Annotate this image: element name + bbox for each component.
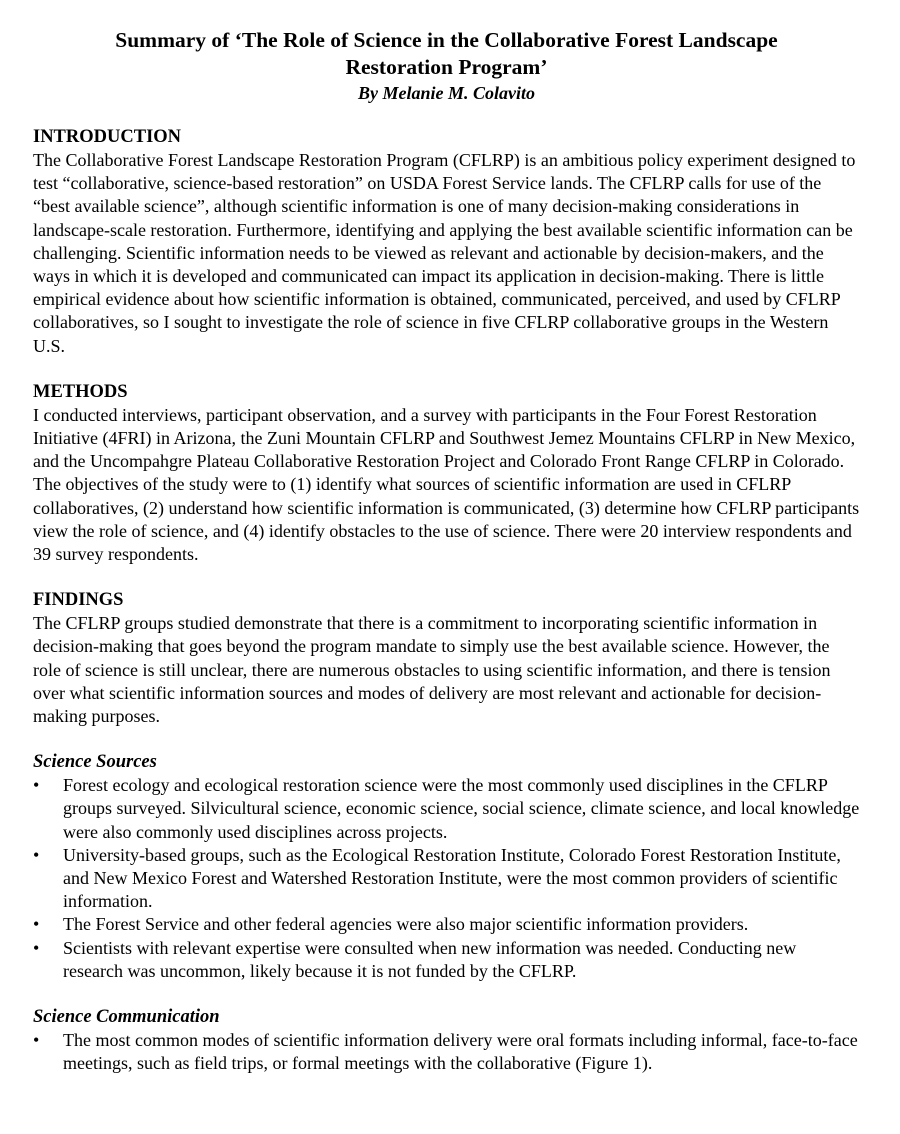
- section-findings: [33, 589, 860, 728]
- list-item: [33, 913, 860, 936]
- subsection-science-sources: [33, 751, 860, 983]
- list-item: [33, 844, 860, 914]
- list-item-text: Scientists with relevant expertise were consulted when new information was needed. Conducting new research was uncommon, likely because it is not funded by the CFLRP.: [63, 937, 797, 981]
- document-title: [33, 27, 860, 81]
- list-item-text: University-based groups, such as the Ecological Restoration Institute, Colorado Forest Restoration Institute, and New Mexico Forest and Watershed Restoration Institute, were the most common providers of scientific information.: [63, 844, 841, 912]
- document-header: [33, 27, 860, 105]
- bullet-icon: •: [33, 775, 40, 796]
- section-heading-introduction: INTRODUCTION: [33, 127, 182, 147]
- bullet-icon: •: [33, 1030, 40, 1051]
- bullet-icon: •: [33, 844, 40, 865]
- title-line-2: Restoration Program’: [345, 55, 548, 79]
- section-heading-findings: FINDINGS: [33, 590, 124, 611]
- list-item: [33, 774, 860, 844]
- list-item-text: The most common modes of scientific information delivery were oral formats including informal, face-to-face meetings, such as field trips, or formal meetings with the collaborative (Figure 1).: [63, 1030, 858, 1074]
- list-item: [33, 937, 860, 983]
- subsection-science-communication: [33, 1006, 860, 1075]
- bullet-icon: •: [33, 914, 40, 935]
- section-methods: [33, 381, 860, 566]
- subsection-heading-science-communication: Science Communication: [33, 1007, 220, 1028]
- list-item: [33, 1029, 860, 1075]
- subsection-heading-science-sources: Science Sources: [33, 752, 157, 773]
- findings-paragraph: The CFLRP groups studied demonstrate that there is a commitment to incorporating scientific information in decision-making that goes beyond the program mandate to simply use the best available science. However, the role of science is still unclear, there are numerous obstacles to using scientific information, and there is tension over what scientific information sources and modes of delivery are most relevant and actionable for decision-making purposes.: [33, 613, 831, 727]
- author-byline: By Melanie M. Colavito: [358, 83, 535, 103]
- methods-paragraph: I conducted interviews, participant observation, and a survey with participants in the Four Forest Restoration Initiative (4FRI) in Arizona, the Zuni Mountain CFLRP and Southwest Jemez Mountains CFLRP in New Mexico, and the Uncompahgre Plateau Collaborative Restoration Project and Colorado Front Range CFLRP in Colorado. The objectives of the study were to (1) identify what sources of scientific information are used in CFLRP collaboratives, (2) understand how scientific information is communicated, (3) determine how CFLRP participants view the role of science, and (4) identify obstacles to the use of science. There were 20 interview respondents and 39 survey respondents.: [33, 404, 860, 565]
- science-communication-list: [33, 1029, 860, 1075]
- section-heading-methods: METHODS: [33, 381, 128, 402]
- introduction-paragraph: The Collaborative Forest Landscape Restoration Program (CFLRP) is an ambitious policy experiment designed to test “collaborative, science-based restoration” on USDA Forest Service lands. The CFLRP calls for use of the “best available science”, although scientific information is one of many decision-making considerations in landscape-scale restoration. Furthermore, identifying and applying the best available scientific information can be challenging. Scientific information needs to be viewed as relevant and actionable by decision-makers, and the ways in which it is developed and communicated can impact its application in decision-making. There is little empirical evidence about how scientific information is obtained, communicated, perceived, and used by CFLRP collaboratives, so I sought to investigate the role of science in five CFLRP collaborative groups in the Western U.S.: [33, 150, 856, 356]
- list-item-text: Forest ecology and ecological restoration science were the most commonly used disciplines in the CFLRP groups surveyed. Silvicultural science, economic science, social science, climate science, and local knowledge were also commonly used disciplines across projects.: [63, 775, 860, 842]
- section-introduction: [33, 126, 860, 358]
- bullet-icon: •: [33, 937, 40, 958]
- list-item-text: The Forest Service and other federal agencies were also major scientific information providers.: [63, 914, 749, 935]
- title-line-1: Summary of ‘The Role of Science in the Collaborative Forest Landscape: [115, 28, 778, 52]
- science-sources-list: [33, 774, 860, 983]
